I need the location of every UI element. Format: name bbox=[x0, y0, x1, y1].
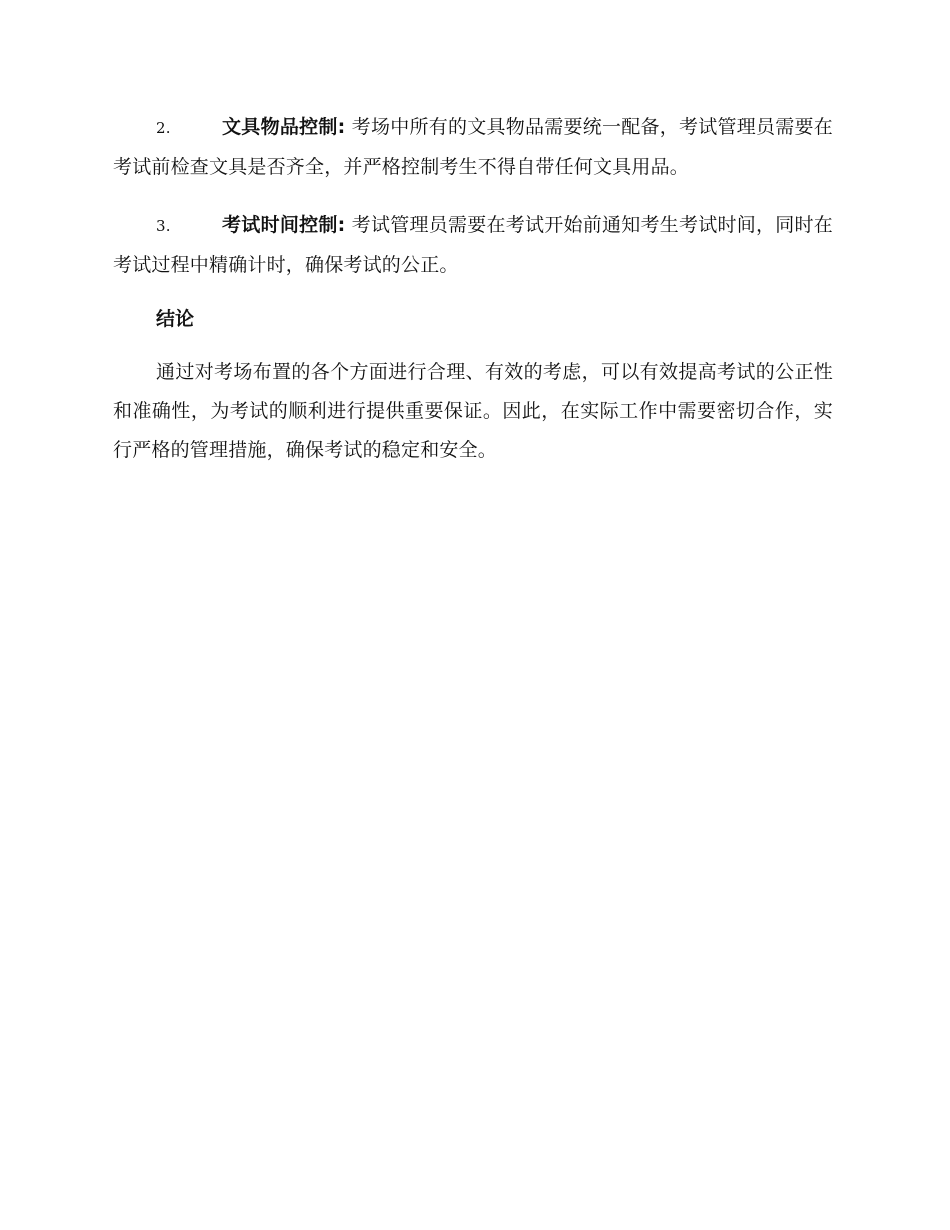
list-item-number: 3. bbox=[156, 217, 171, 235]
list-item-text: 考场中所有的文具物品需要统一配备，考试管理员需要在考试前检查文具是否齐全，并严格控制考生不得自带任何文具用品。 bbox=[113, 116, 833, 178]
list-item bbox=[113, 108, 833, 187]
section-heading: 结论 bbox=[156, 308, 195, 330]
conclusion-paragraph: 通过对考场布置的各个方面进行合理、有效的考虑，可以有效提高考试的公正性和准确性，为考试的顺利进行提供重要保证。因此，在实际工作中需要密切合作，实行严格的管理措施，确保考试的稳定和安全。 bbox=[113, 361, 833, 461]
list-item-number: 2. bbox=[156, 119, 171, 137]
list-item bbox=[113, 206, 833, 285]
list-item-label: 文具物品控制: bbox=[222, 116, 346, 138]
list-item-label: 考试时间控制: bbox=[222, 214, 346, 236]
list-item-text: 考试管理员需要在考试开始前通知考生考试时间，同时在考试过程中精确计时，确保考试的公正。 bbox=[113, 214, 833, 276]
document-content bbox=[113, 108, 833, 470]
